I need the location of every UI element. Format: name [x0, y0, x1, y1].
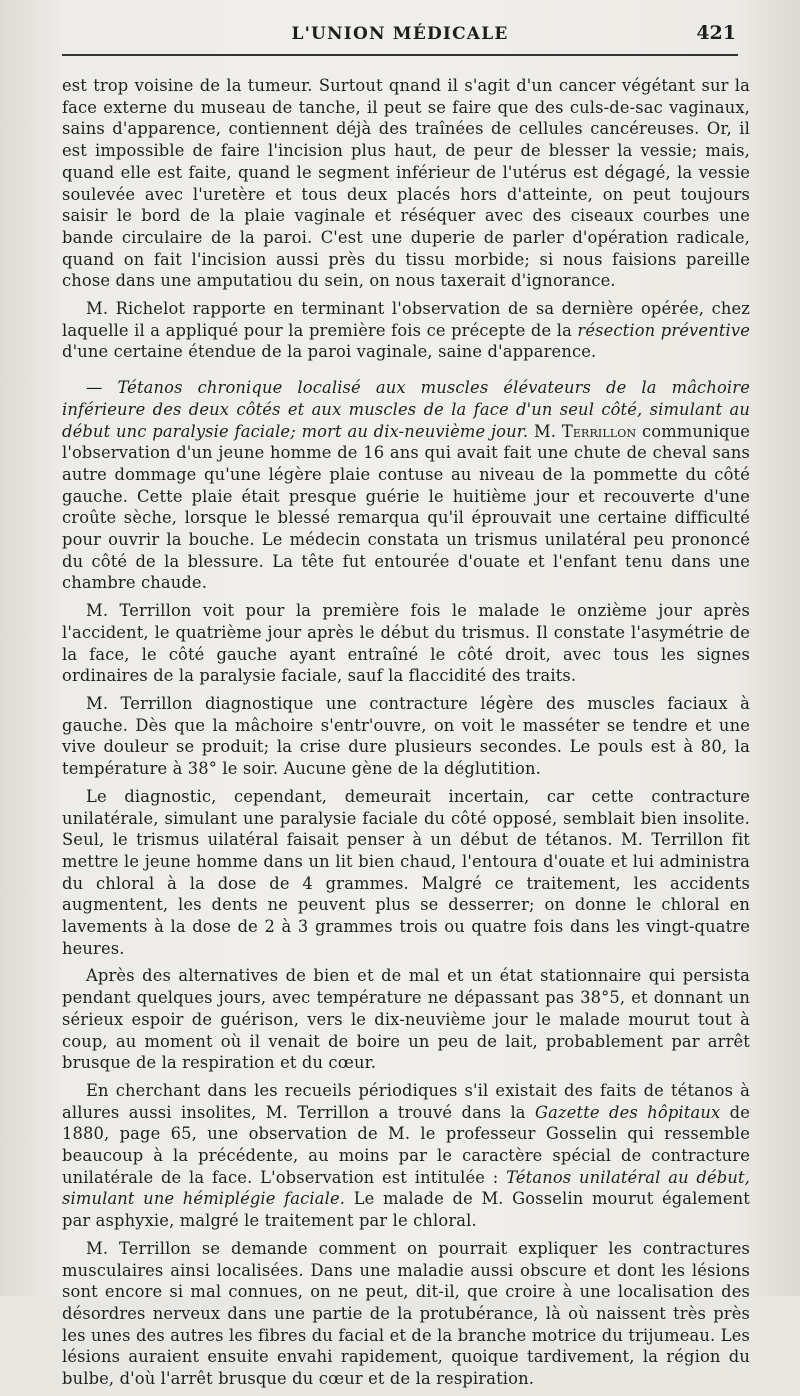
paragraph-3-text-a: M.: [533, 421, 557, 441]
paragraph-4: M. Terrillon voit pour la première fois le malade le onzième jour après l'accident, le quatrième jour après le début du trismus. Il constate l'asymétrie de la face, le côté gauche ayant entraîné le côté droit, avec tous les signes ordinaires de la paralysie faciale, sauf la flaccidité des traits.: [62, 601, 750, 686]
body-text: [62, 75, 750, 1396]
paragraph-2-italic: résection préventive: [577, 320, 751, 340]
paragraph-8-text-c: Le malade de M. Gosselin mourut également par asphyxie, malgré le traitement par le chloral.: [62, 1189, 750, 1231]
journal-title: L'UNION MÉDICALE: [291, 24, 509, 44]
paragraph-9: M. Terrillon se demande comment on pourrait expliquer les contractures musculaires ainsi localisées. Dans une maladie aussi obscure et dont les lésions sont encore si mal connues, on ne peut, dit-il, que croire à une localisation des désordres nerveux dans une partie de la protubérance, là où naissent très près les unes des autres les fibres du facial et de la branche motrice du trijumeau. Les lésions auraient ensuite envahi rapidement, quoique tardivement, la région du bulbe, d'où l'arrêt brusque du cœur et de la respiration.: [62, 1238, 750, 1389]
paragraph-7: Après des alternatives de bien et de mal et un état stationnaire qui persista pendant quelques jours, avec température ne dépassant pas 38°5, et donnant un sérieux espoir de guérison, vers le dix-neuvième jour le malade mourut tout à coup, au moment où il venait de boire un peu de lait, probablement par arrêt brusque de la respiration et du cœur.: [62, 966, 750, 1073]
paragraph-3: [62, 377, 750, 594]
paragraph-3-text-b: communique l'observation d'un jeune homme de 16 ans qui avait fait une chute de cheval sans autre dommage qu'une légère plaie contuse au niveau de la pommette du côté gauche. Cette plaie était presque guérie le huitième jour et recouverte d'une croûte sèche, lorsque le blessé remarqua qu'il éprouvait une certaine difficulté pour ouvrir la bouche. Le médecin constata un trismus unilatéral peu prononcé du côté de la blessure. La tête fut entourée d'ouate et l'enfant tenu dans une chambre chaude.: [62, 421, 751, 593]
observation-title: Tétanos unilatéral au début, simulant une hémiplégie faciale.: [62, 1167, 751, 1209]
paragraph-2: [62, 298, 750, 363]
section-heading-tetanos: — Tétanos chronique localisé aux muscles élévateurs de la mâchoire inférieure des deux côtés et aux muscles de la face d'un seul côté, simulant au début unc paralysie faciale; mort au dix-neuvième jour.: [62, 378, 750, 441]
running-head: [62, 20, 738, 56]
paragraph-8-text-b: de 1880, page 65, une observation de M. le professeur Gosselin qui ressemble beaucoup à la précédente, au moins par le caractère spécial de contracture unilatérale de la face. L'observation est intitulée :: [62, 1102, 750, 1187]
paragraph-2-text-a: M. Richelot rapporte en terminant l'observation de sa dernière opérée, chez laquelle il a appliqué pour la première fois ce précepte de la: [62, 299, 750, 340]
journal-reference: Gazette des hôpitaux: [535, 1102, 721, 1122]
paragraph-8-text-a: En cherchant dans les recueils périodiques s'il existait des faits de tétanos à allures aussi insolites, M. Terrillon a trouvé dans la: [62, 1080, 750, 1122]
paragraph-8: [62, 1080, 750, 1232]
paragraph-2-text-b: d'une certaine étendue de la paroi vaginale, saine d'apparence.: [62, 342, 597, 362]
author-name-smallcaps: Terrillon: [561, 421, 637, 441]
page-number: 421: [696, 22, 736, 44]
paragraph-6: Le diagnostic, cependant, demeurait incertain, car cette contracture unilatérale, simulant une paralysie faciale du côté opposé, semblait bien insolite. Seul, le trismus uilatéral faisait penser à un début de tétanos. M. Terrillon fit mettre le jeune homme dans un lit bien chaud, l'entoura d'ouate et lui administra du chloral à la dose de 4 grammes. Malgré ce traitement, les accidents augmentent, les dents ne peuvent plus se desserrer; on donne le chloral en lavements à la dose de 2 à 3 grammes trois ou quatre fois dans les vingt-quatre heures.: [62, 786, 750, 958]
paragraph-1: est trop voisine de la tumeur. Surtout qnand il s'agit d'un cancer végétant sur la face externe du museau de tanche, il peut se faire que des culs-de-sac vaginaux, sains d'apparence, contiennent déjà des traînées de cellules cancéreuses. Or, il est impossible de faire l'incision plus haut, de peur de blesser la vessie; mais, quand elle est faite, quand le segment inférieur de l'utérus est dégagé, la vessie soulevée avec l'uretère et tous deux placés hors d'atteinte, on peut toujours saisir le bord de la plaie vaginale et réséquer avec des ciseaux courbes une bande circulaire de la paroi. C'est une duperie de parler d'opération radicale, quand on fait l'incision aussi près du tissu morbide; si nous faisions pareille chose dans une amputatiou du sein, on nous taxerait d'ignorance.: [62, 76, 750, 291]
paragraph-5: M. Terrillon diagnostique une contracture légère des muscles faciaux à gauche. Dès que la mâchoire s'entr'ouvre, on voit le masséter se tendre et une vive douleur se produit; la crise dure plusieurs secondes. Le pouls est à 80, la température à 38° le soir. Aucune gène de la déglutition.: [62, 693, 750, 779]
